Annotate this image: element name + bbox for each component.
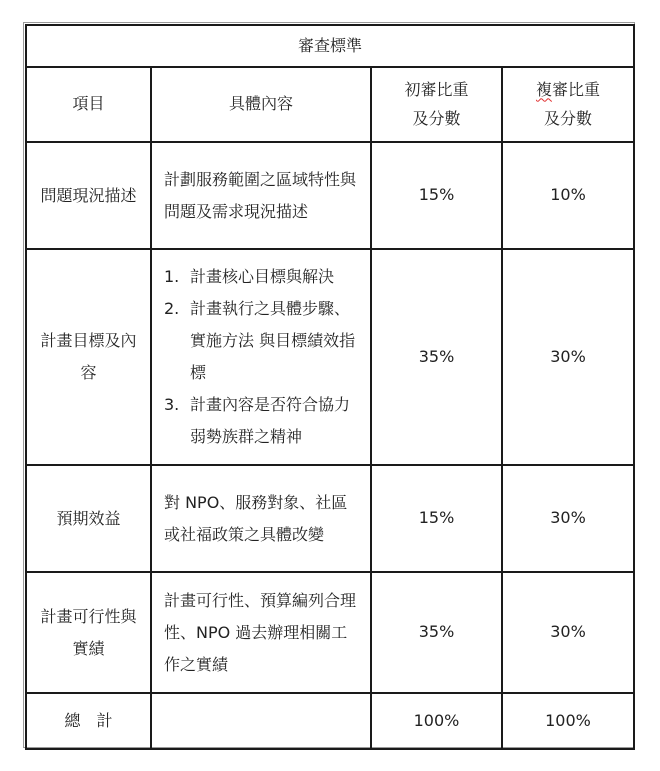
row-content: 對 NPO、服務對象、社區或社福政策之具體改變: [151, 465, 371, 572]
total-row: [26, 693, 634, 749]
point-number: 1.: [164, 267, 180, 286]
row-initial-weight: 15%: [371, 465, 502, 572]
header-review-line1-rest: 審比重: [552, 79, 601, 99]
row-review-weight: 10%: [502, 142, 634, 249]
total-initial-weight: 100%: [371, 693, 502, 749]
header-initial-weight: [371, 67, 502, 142]
table-caption: 審查標準: [26, 25, 634, 67]
row-item: [26, 249, 151, 465]
total-review-weight: 100%: [502, 693, 634, 749]
header-initial-line1: 初審比重: [404, 79, 469, 99]
point-number: 3.: [164, 395, 180, 414]
row-item: [26, 142, 151, 249]
table-row: [26, 249, 634, 465]
list-item: [164, 293, 360, 389]
row-initial-weight: 35%: [371, 249, 502, 465]
header-review-weight: [502, 67, 634, 142]
review-criteria-table: [25, 24, 635, 750]
total-content: [151, 693, 371, 749]
row-item: [26, 465, 151, 572]
point-text: 計畫執行之具體步驟、實施方法 與目標績效指標: [190, 299, 356, 382]
row-content: 計劃服務範圍之區域特性與問題及需求現況描述: [151, 142, 371, 249]
content-point-list: [164, 261, 360, 453]
row-review-weight: 30%: [502, 572, 634, 693]
table-row: [26, 465, 634, 572]
row-item-label: 預期效益: [56, 508, 121, 528]
row-item: [26, 572, 151, 693]
header-item: 項目: [26, 67, 151, 142]
header-row: [26, 67, 634, 142]
row-item-label: 計畫可行性與實績: [40, 606, 137, 658]
header-review-line2: 及分數: [543, 109, 592, 129]
caption-row: [26, 25, 634, 67]
row-initial-weight: 15%: [371, 142, 502, 249]
header-review-prefix: 複: [535, 79, 552, 99]
list-item: [164, 389, 360, 453]
row-item-label: 問題現況描述: [40, 185, 137, 205]
header-initial-line2: 及分數: [412, 109, 461, 129]
list-item: [164, 261, 360, 293]
table-row: [26, 572, 634, 693]
row-content: 計畫可行性、預算編列合理性、NPO 過去辦理相關工作之實績: [151, 572, 371, 693]
header-content: 具體內容: [151, 67, 371, 142]
point-text: 計畫核心目標與解決: [190, 267, 335, 286]
row-review-weight: 30%: [502, 465, 634, 572]
point-text: 計畫內容是否符合協力弱勢族群之精神: [190, 395, 351, 446]
point-number: 2.: [164, 299, 180, 318]
total-label: 總 計: [26, 693, 151, 749]
row-initial-weight: 35%: [371, 572, 502, 693]
row-item-label: 計畫目標及內容: [40, 331, 137, 382]
row-content: [151, 249, 371, 465]
row-review-weight: 30%: [502, 249, 634, 465]
table-row: [26, 142, 634, 249]
